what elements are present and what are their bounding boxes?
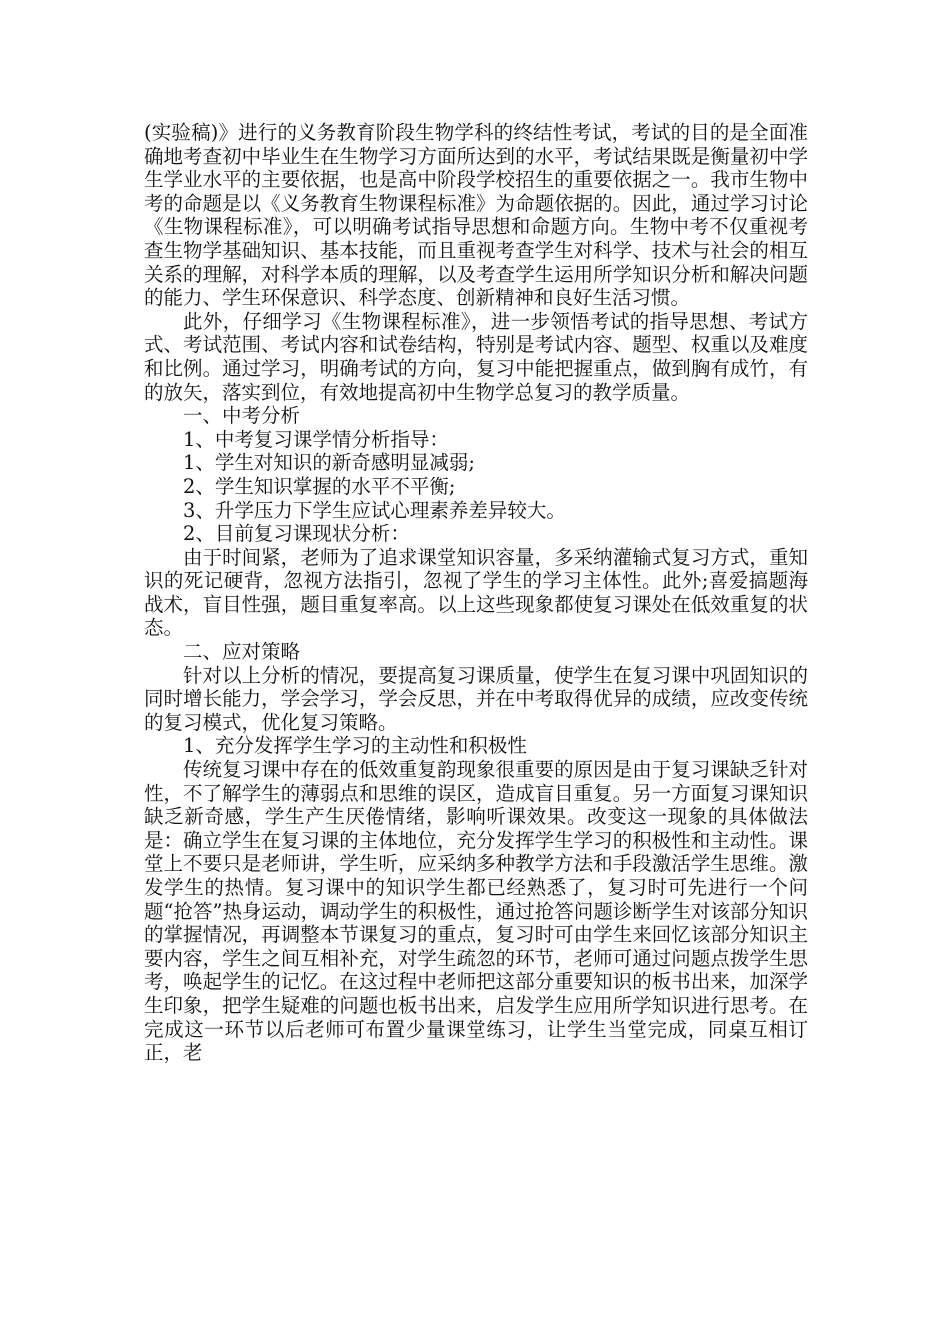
list-item-2: 2、学生知识掌握的水平不平衡; bbox=[183, 474, 456, 498]
subheading-student-initiative: 1、充分发挥学生学习的主动性和积极性 bbox=[183, 734, 527, 758]
heading-strategies: 二、应对策略 bbox=[183, 640, 301, 664]
paragraph-intro-continued: (实验稿)》进行的义务教育阶段生物学科的终结性考试，考试的目的是全面准确地考查初中毕业生在生物学习方面所达到的水平，考试结果既是衡量初中学生学业水平的主要依据，也是高中阶段学校招生的重要依据之一。我市生物中考的命题是以《义务教育生物课程标准》为命题依据的。因此，通过学习讨论《生物课程标准》，可以明确考试指导思想和命题方向。生物中考不仅重视考查生物学基础知识、基本技能，而且重视考查学生对科学、技术与社会的相互关系的理解，对科学本质的理解，以及考查学生运用所学知识分析和解决问题的能力、学生环保意识、科学态度、创新精神和良好生活习惯。 bbox=[144, 121, 808, 310]
subheading-learning-situation: 1、中考复习课学情分析指导： bbox=[183, 427, 449, 451]
paragraph-student-initiative: 传统复习课中存在的低效重复韵现象很重要的原因是由于复习课缺乏针对性，不了解学生的薄弱点和思维的误区，造成盲目重复。另一方面复习课知识缺乏新奇感，学生产生厌倦情绪，影响听课效果。改变这一现象的具体做法是：确立学生在复习课的主体地位，充分发挥学生学习的积极性和主动性。课堂上不要只是老师讲，学生听，应采纳多种教学方法和手段激活学生思维。激发学生的热情。复习课中的知识学生都已经熟悉了，复习时可先进行一个问题“抢答”热身运动，调动学生的积极性，通过抢答问题诊断学生对该部分知识的掌握情况，再调整本节课复习的重点，复习时可由学生来回忆该部分知识主要内容，学生之间互相补充，对学生疏忽的环节，老师可通过问题点拨学生思考，唤起学生的记忆。在这过程中老师把这部分重要知识的板书出来，加深学生印象，把学生疑难的问题也板书出来，启发学生应用所学知识进行思考。在完成这一环节以后老师可布置少量课堂练习，让学生当堂完成，同桌互相订正，老 bbox=[144, 758, 808, 1065]
paragraph-current-status: 由于时间紧，老师为了追求课堂知识容量，多采纳灌输式复习方式，重知识的死记硬背，忽视方法指引，忽视了学生的学习主体性。此外;喜爱搞题海战术，盲目性强，题目重复率高。以上这些现象都使复习课处在低效重复的状态。 bbox=[144, 545, 808, 640]
paragraph-study-standards: 此外，仔细学习《生物课程标准》，进一步领悟考试的指导思想、考试方式、考试范围、考试内容和试卷结构，特别是考试内容、题型、权重以及难度和比例。通过学习，明确考试的方向，复习中能把握重点，做到胸有成竹，有的放矢，落实到位，有效地提高初中生物学总复习的教学质量。 bbox=[144, 309, 808, 404]
paragraph-strategies-intro: 针对以上分析的情况，要提高复习课质量，使学生在复习课中巩固知识的同时增长能力，学会学习，学会反思，并在中考取得优异的成绩，应改变传统的复习模式，优化复习策略。 bbox=[144, 663, 808, 734]
heading-exam-analysis: 一、中考分析 bbox=[183, 404, 301, 428]
list-item-1: 1、学生对知识的新奇感明显减弱; bbox=[183, 451, 475, 475]
document-page bbox=[144, 121, 808, 1065]
list-item-3: 3、升学压力下学生应试心理素养差异较大。 bbox=[183, 498, 566, 522]
subheading-current-status: 2、目前复习课现状分析： bbox=[183, 522, 410, 546]
